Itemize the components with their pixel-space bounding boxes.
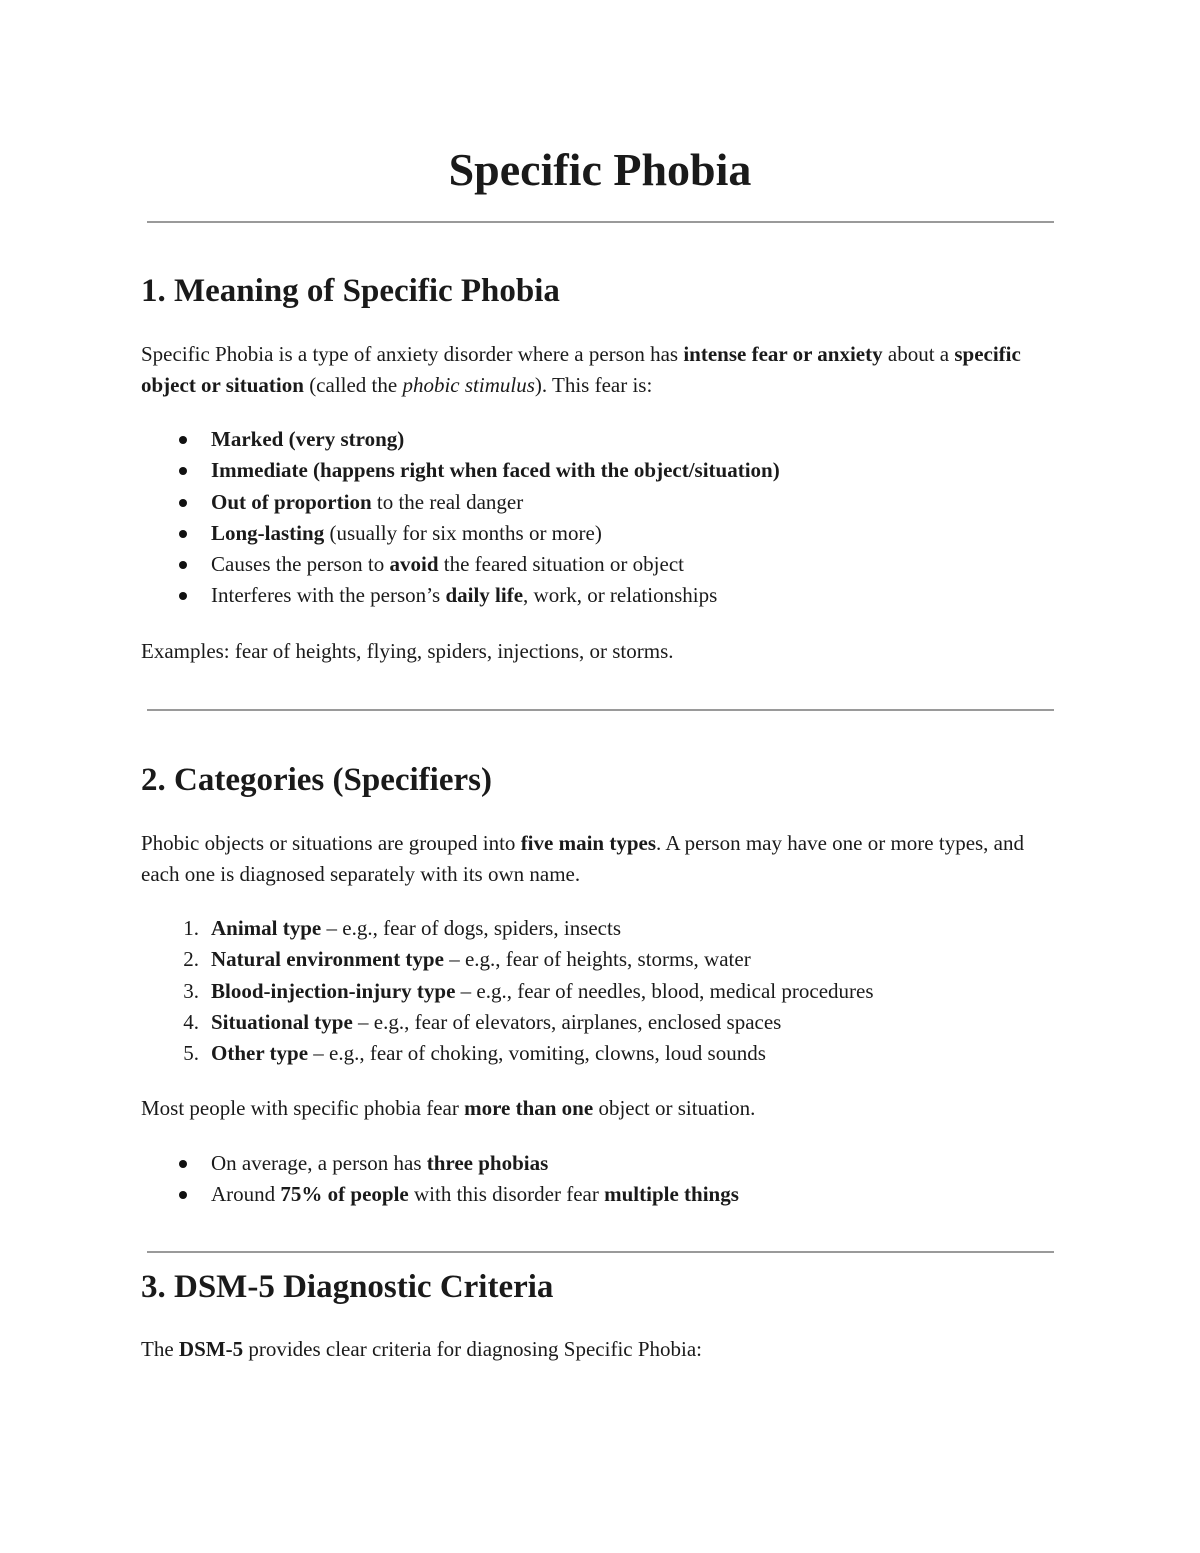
dsm5-intro-paragraph bbox=[141, 1334, 1061, 1365]
section-heading-categories: 2. Categories (Specifiers) bbox=[141, 762, 492, 798]
text-run: On average, a person has bbox=[211, 1151, 427, 1175]
bold-run: 75% of people bbox=[280, 1182, 409, 1207]
list-number: 5. bbox=[183, 1041, 199, 1066]
list-item bbox=[141, 913, 1061, 944]
text-run: Most people with specific phobia fear bbox=[141, 1096, 465, 1120]
document-title: Specific Phobia bbox=[448, 144, 752, 195]
divider bbox=[147, 709, 1054, 711]
list-item bbox=[141, 580, 1061, 611]
list-item bbox=[141, 487, 1061, 518]
text-run: Specific Phobia is a type of anxiety disorder where a person has bbox=[141, 342, 684, 366]
text-run: object or situation. bbox=[593, 1096, 756, 1120]
bold-run: Situational type bbox=[211, 1009, 353, 1034]
bold-run: daily life bbox=[445, 583, 524, 608]
text-run: Causes the person to bbox=[211, 552, 390, 577]
list-item bbox=[141, 944, 1061, 975]
list-item bbox=[141, 455, 1061, 486]
text-run: – e.g., fear of choking, vomiting, clowns, loud sounds bbox=[308, 1041, 766, 1066]
bold-run: intense fear or anxiety bbox=[683, 342, 883, 366]
list-number: 2. bbox=[183, 947, 199, 972]
fear-characteristics-list bbox=[141, 424, 1061, 612]
divider bbox=[147, 221, 1054, 223]
list-item bbox=[141, 1007, 1061, 1038]
meaning-intro-paragraph bbox=[141, 339, 1061, 401]
bold-run: multiple things bbox=[604, 1182, 739, 1207]
list-item bbox=[141, 424, 1061, 455]
section-heading-dsm5: 3. DSM-5 Diagnostic Criteria bbox=[141, 1269, 554, 1305]
text-run: – e.g., fear of needles, blood, medical procedures bbox=[455, 978, 874, 1003]
text-run: (usually for six months or more) bbox=[324, 520, 602, 545]
bold-run: Natural environment type bbox=[211, 947, 444, 972]
bold-run: Immediate (happens right when faced with the object/situation) bbox=[211, 458, 780, 483]
list-item bbox=[141, 1148, 1061, 1179]
text-run: (called the bbox=[303, 373, 403, 397]
text-run: Around bbox=[211, 1182, 281, 1207]
text-run: , work, or relationships bbox=[523, 583, 718, 608]
text-run: – e.g., fear of dogs, spiders, insects bbox=[321, 916, 622, 940]
text-run: to the real danger bbox=[371, 489, 524, 514]
section-heading-meaning: 1. Meaning of Specific Phobia bbox=[141, 273, 560, 309]
examples-paragraph: Examples: fear of heights, flying, spiders, injections, or storms. bbox=[141, 639, 674, 663]
summary-paragraph bbox=[141, 1093, 1061, 1124]
list-number: 4. bbox=[183, 1009, 199, 1034]
text-run: ). This fear is: bbox=[534, 373, 653, 397]
bold-run: three phobias bbox=[426, 1151, 549, 1175]
list-item bbox=[141, 518, 1061, 549]
list-item bbox=[141, 549, 1061, 580]
text-run: Phobic objects or situations are grouped into bbox=[141, 831, 521, 855]
list-item bbox=[141, 1179, 1061, 1210]
list-item bbox=[141, 976, 1061, 1007]
bold-run: Marked (very strong) bbox=[211, 427, 405, 451]
list-number: 3. bbox=[183, 978, 199, 1003]
divider bbox=[147, 1251, 1054, 1253]
list-item bbox=[141, 1038, 1061, 1069]
text-run: – e.g., fear of heights, storms, water bbox=[443, 947, 751, 972]
text-run: about a bbox=[882, 342, 955, 366]
bold-run: Blood-injection-injury type bbox=[211, 978, 456, 1003]
bold-run: avoid bbox=[389, 552, 439, 577]
italic-run: phobic stimulus bbox=[402, 373, 535, 397]
categories-intro-paragraph bbox=[141, 828, 1061, 890]
bold-run: more than one bbox=[464, 1096, 594, 1120]
bold-run: Out of proportion bbox=[211, 489, 372, 514]
bold-run: Animal type bbox=[211, 916, 322, 940]
text-run: Interferes with the person’s bbox=[211, 583, 446, 608]
text-run: the feared situation or object bbox=[438, 552, 684, 577]
text-run: . A person may have one or more types, and each one is diagnosed separately with its own name. bbox=[141, 831, 1025, 886]
list-number: 1. bbox=[183, 916, 199, 940]
bold-run: five main types bbox=[520, 831, 657, 855]
text-run: – e.g., fear of elevators, airplanes, enclosed spaces bbox=[352, 1009, 782, 1034]
bold-run: Long-lasting bbox=[211, 520, 325, 545]
text-run: provides clear criteria for diagnosing Specific Phobia: bbox=[243, 1337, 703, 1361]
text-run: The bbox=[141, 1337, 179, 1361]
bold-run: DSM-5 bbox=[178, 1337, 244, 1361]
phobia-types-list bbox=[141, 913, 1061, 1069]
bold-run: specific object or situation bbox=[141, 342, 1021, 397]
text-run: with this disorder fear bbox=[408, 1182, 605, 1207]
facts-list bbox=[141, 1148, 1061, 1211]
bold-run: Other type bbox=[211, 1041, 309, 1066]
